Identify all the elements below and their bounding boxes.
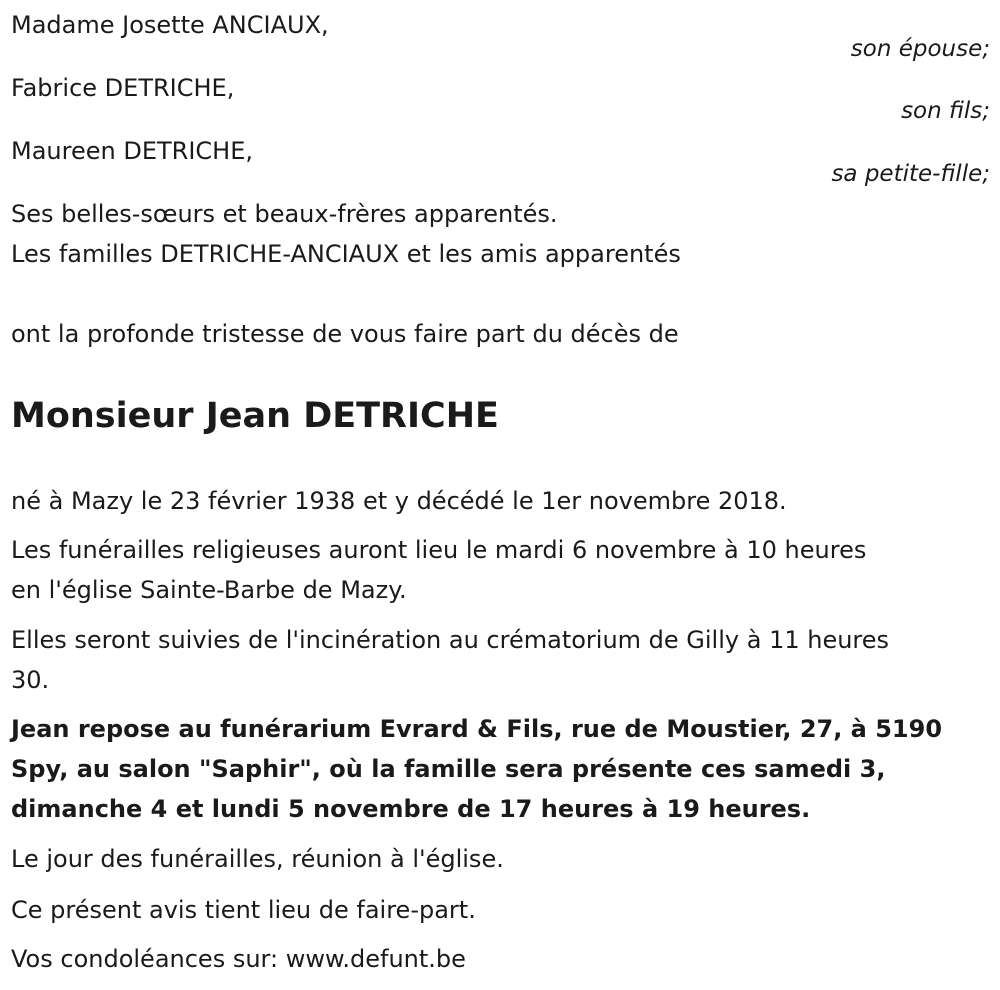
family-member-name: Fabrice DETRICHE, bbox=[11, 74, 235, 102]
announcement-text: ont la profonde tristesse de vous faire part du décès de bbox=[11, 320, 679, 348]
family-member-relation: son fils; bbox=[901, 98, 990, 124]
cremation-text-line: Elles seront suivies de l'incinération au crématorium de Gilly à 11 heures bbox=[11, 626, 890, 654]
funeral-text-line: en l'église Sainte-Barbe de Mazy. bbox=[11, 576, 407, 604]
repose-text-line: Jean repose au funérarium Evrard & Fils, rue de Moustier, 27, à 5190 bbox=[11, 715, 943, 743]
cremation-text-line: 30. bbox=[11, 666, 50, 694]
family-member-relation: sa petite-fille; bbox=[831, 161, 990, 187]
repose-text-line: dimanche 4 et lundi 5 novembre de 17 heures à 19 heures. bbox=[11, 795, 811, 823]
relatives-line: Les familles DETRICHE-ANCIAUX et les amis apparentés bbox=[11, 240, 681, 268]
condolences-text: Vos condoléances sur: www.defunt.be bbox=[11, 945, 466, 973]
relatives-line: Ses belles-sœurs et beaux-frères apparentés. bbox=[11, 200, 558, 228]
repose-text-line: Spy, au salon "Saphir", où la famille sera présente ces samedi 3, bbox=[11, 755, 886, 783]
funeral-text-line: Les funérailles religieuses auront lieu le mardi 6 novembre à 10 heures bbox=[11, 536, 867, 564]
family-member-relation: son épouse; bbox=[850, 36, 990, 62]
birth-death-text: né à Mazy le 23 février 1938 et y décédé le 1er novembre 2018. bbox=[11, 487, 787, 515]
deceased-name: Monsieur Jean DETRICHE bbox=[11, 396, 499, 436]
family-member-name: Madame Josette ANCIAUX, bbox=[11, 11, 329, 39]
family-member-name: Maureen DETRICHE, bbox=[11, 137, 253, 165]
notice-text: Ce présent avis tient lieu de faire-part. bbox=[11, 896, 476, 924]
meeting-text: Le jour des funérailles, réunion à l'église. bbox=[11, 845, 504, 873]
